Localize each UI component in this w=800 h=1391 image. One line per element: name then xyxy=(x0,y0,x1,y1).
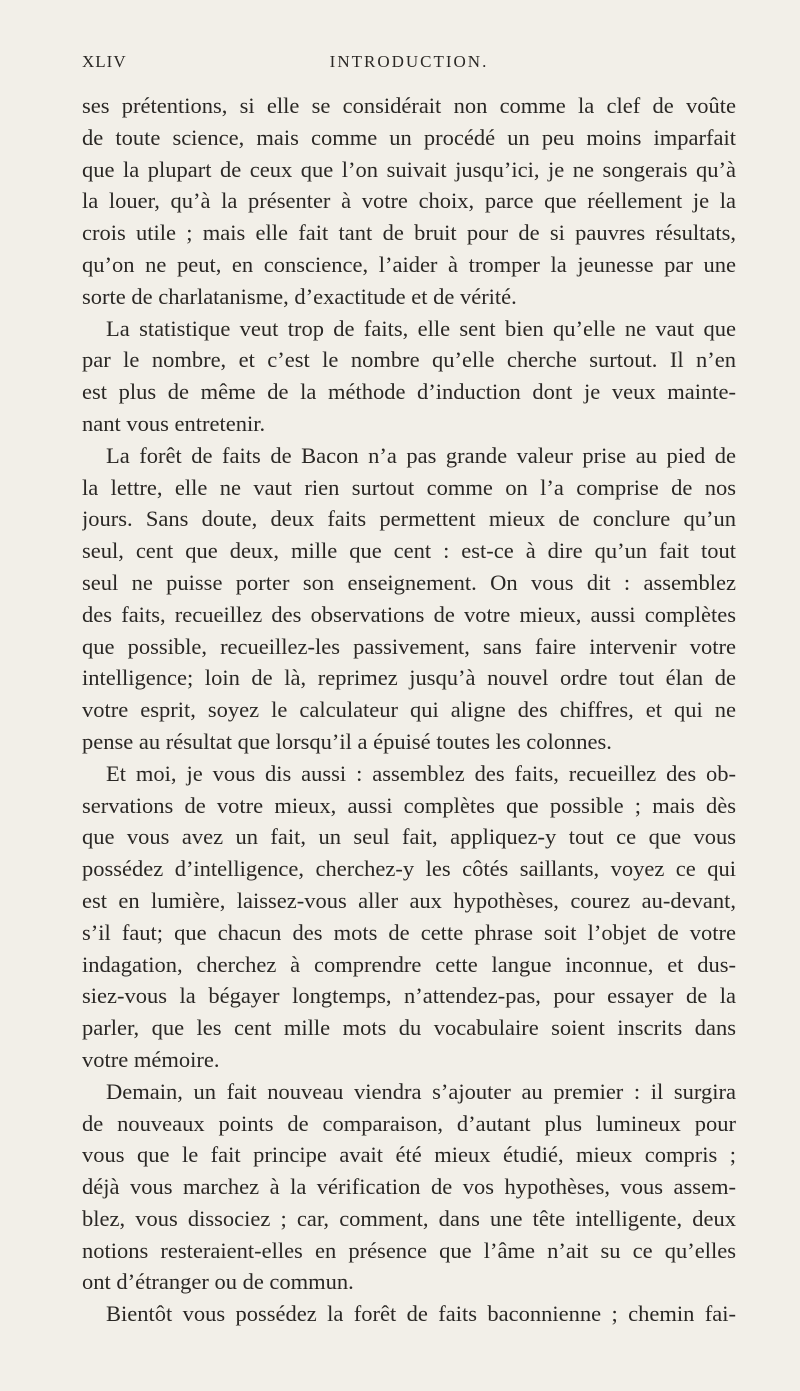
text-line: qu’on ne peut, en conscience, l’aider à tromper la jeunesse par une xyxy=(82,251,736,277)
text-line: Et moi, je vous dis aussi : assemblez des faits, recueillez des ob- xyxy=(106,760,736,786)
text-line: est en lumière, laissez-vous aller aux hypothèses, courez au-devant, xyxy=(82,887,736,913)
text-line: déjà vous marchez à la vérification de vos hypothèses, vous assem- xyxy=(82,1174,736,1200)
text-line: des faits, recueillez des observations de votre mieux, aussi complètes xyxy=(82,601,736,627)
text-line: de toute science, mais comme un procédé un peu moins imparfait xyxy=(82,124,736,150)
page-number: XLIV xyxy=(82,52,127,71)
text-line: que la plupart de ceux que l’on suivait jusqu’ici, je ne songerais qu’à xyxy=(82,156,736,182)
text-line: votre mémoire. xyxy=(82,1046,220,1072)
text-line: pense au résultat que lorsqu’il a épuisé toutes les colonnes. xyxy=(82,728,612,754)
text-line: la lettre, elle ne vaut rien surtout comme on l’a comprise de nos xyxy=(82,474,736,500)
text-line: Bientôt vous possédez la forêt de faits baconnienne ; chemin fai- xyxy=(106,1301,736,1327)
text-line: sorte de charlatanisme, d’exactitude et de vérité. xyxy=(82,283,517,309)
text-line: La statistique veut trop de faits, elle sent bien qu’elle ne vaut que xyxy=(106,315,736,341)
text-line: possédez d’intelligence, cherchez-y les côtés saillants, voyez ce qui xyxy=(82,856,736,882)
text-line: siez-vous la bégayer longtemps, n’attendez-pas, pour essayer de la xyxy=(82,983,736,1009)
text-line: parler, que les cent mille mots du vocabulaire soient inscrits dans xyxy=(82,1015,736,1041)
text-line: notions resteraient-elles en présence que l’âme n’ait su ce qu’elles xyxy=(82,1237,736,1263)
text-line: servations de votre mieux, aussi complètes que possible ; mais dès xyxy=(82,792,736,818)
text-line: seul, cent que deux, mille que cent : est-ce à dire qu’un fait tout xyxy=(82,538,736,564)
text-line: intelligence; loin de là, reprimez jusqu’à nouvel ordre tout élan de xyxy=(82,665,736,691)
text-line: crois utile ; mais elle fait tant de bruit pour de si pauvres résultats, xyxy=(82,220,736,246)
text-line: est plus de même de la méthode d’induction dont je veux mainte- xyxy=(82,379,736,405)
text-line: ses prétentions, si elle se considérait non comme la clef de voûte xyxy=(82,93,736,118)
body-text xyxy=(82,90,736,1330)
text-line: vous que le fait principe avait été mieux étudié, mieux compris ; xyxy=(82,1142,736,1168)
text-line: jours. Sans doute, deux faits permettent mieux de conclure qu’un xyxy=(82,506,736,532)
text-line: ont d’étranger ou de commun. xyxy=(82,1269,354,1295)
text-line: La forêt de faits de Bacon n’a pas grande valeur prise au pied de xyxy=(106,442,736,468)
text-line: s’il faut; que chacun des mots de cette phrase soit l’objet de votre xyxy=(82,919,736,945)
text-line: Demain, un fait nouveau viendra s’ajouter au premier : il surgira xyxy=(106,1078,736,1104)
text-line: blez, vous dissociez ; car, comment, dans une tête intelligente, deux xyxy=(82,1205,736,1231)
text-line: de nouveaux points de comparaison, d’autant plus lumineux pour xyxy=(82,1110,736,1136)
text-line: indagation, cherchez à comprendre cette langue inconnue, et dus- xyxy=(82,951,736,977)
text-line: seul ne puisse porter son enseignement. On vous dit : assemblez xyxy=(82,569,736,595)
text-line: que possible, recueillez-les passivement, sans faire intervenir votre xyxy=(82,633,736,659)
running-title: INTRODUCTION. xyxy=(329,52,489,71)
text-line: la louer, qu’à la présenter à votre choix, parce que réellement je la xyxy=(82,188,736,214)
page-header xyxy=(82,52,736,82)
text-line: votre esprit, soyez le calculateur qui aligne des chiffres, et qui ne xyxy=(82,697,736,723)
text-line: nant vous entretenir. xyxy=(82,410,266,436)
text-line: par le nombre, et c’est le nombre qu’elle cherche surtout. Il n’en xyxy=(82,347,736,373)
text-line: que vous avez un fait, un seul fait, appliquez-y tout ce que vous xyxy=(82,824,736,850)
